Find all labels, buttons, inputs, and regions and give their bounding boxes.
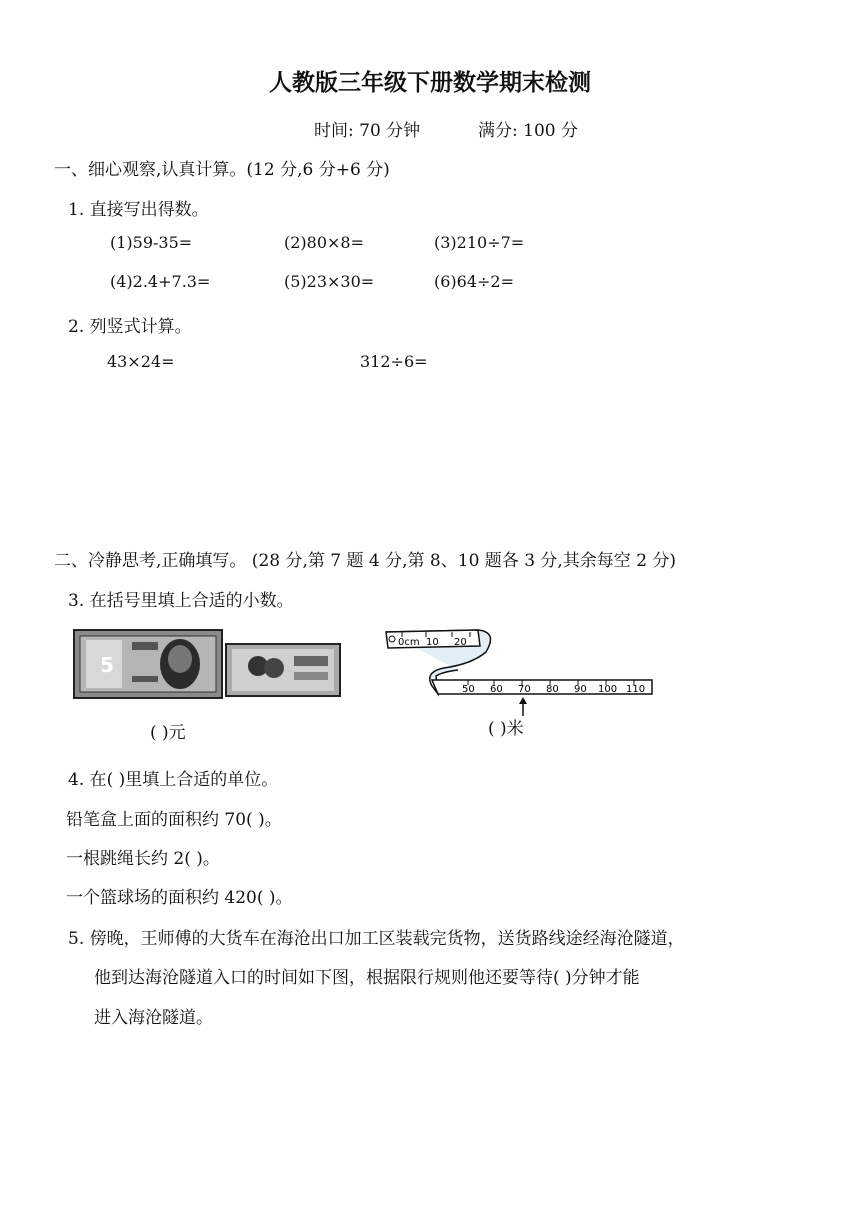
q5-line-3: 进入海沧隧道。: [94, 1008, 213, 1028]
tape-label-110: 110: [626, 684, 646, 695]
q4-line-1: 铅笔盒上面的面积约 70( )。: [66, 810, 282, 830]
q1-item-2: (2)80×8=: [284, 233, 365, 252]
tape-label-80: 80: [546, 684, 559, 695]
tape-label-70: 70: [518, 684, 531, 695]
q5-line-1: 5. 傍晚，王师傅的大货车在海沧出口加工区装载完货物，送货路线途经海沧隧道，: [68, 929, 685, 949]
page-title: 人教版三年级下册数学期末检测: [269, 70, 591, 96]
q1-item-6: (6)64÷2=: [434, 272, 515, 291]
exam-score: 满分: 100 分: [478, 121, 578, 141]
section2-heading: 二、冷静思考,正确填写。 (28 分,第 7 题 4 分,第 8、10 题各 3 分,其余每空 2 分): [54, 551, 677, 571]
q2-item-1: 43×24=: [107, 352, 175, 371]
tape-measure-image: [382, 624, 658, 720]
q2-item-2: 312÷6=: [360, 352, 428, 371]
tape-label-0: 0cm: [398, 637, 420, 648]
section1-heading: 一、细心观察,认真计算。(12 分,6 分+6 分): [54, 160, 390, 180]
tape-label-60: 60: [490, 684, 503, 695]
q1-label: 1. 直接写出得数。: [68, 200, 209, 220]
banknote-value: 5: [100, 653, 114, 677]
q1-item-4: (4)2.4+7.3=: [110, 272, 211, 291]
q5-line-2: 他到达海沧隧道入口的时间如下图，根据限行规则他还要等待( )分钟才能: [94, 968, 640, 988]
tape-label-50: 50: [462, 684, 475, 695]
tape-label-90: 90: [574, 684, 587, 695]
exam-time: 时间: 70 分钟: [314, 121, 421, 141]
q4-line-3: 一个篮球场的面积约 420( )。: [66, 888, 293, 908]
tape-label-20: 20: [454, 637, 467, 648]
q1-item-5: (5)23×30=: [284, 272, 375, 291]
q2-label: 2. 列竖式计算。: [68, 317, 192, 337]
tape-label-10: 10: [426, 637, 439, 648]
q1-item-1: (1)59-35=: [110, 233, 193, 252]
money-answer: ( )元: [150, 723, 186, 743]
q4-line-2: 一根跳绳长约 2( )。: [66, 849, 220, 869]
tape-label-100: 100: [598, 684, 618, 695]
banknotes-image: [72, 626, 344, 702]
tape-answer: ( )米: [488, 719, 524, 739]
q3-label: 3. 在括号里填上合适的小数。: [68, 591, 294, 611]
q4-label: 4. 在( )里填上合适的单位。: [68, 770, 279, 790]
q1-item-3: (3)210÷7=: [434, 233, 525, 252]
